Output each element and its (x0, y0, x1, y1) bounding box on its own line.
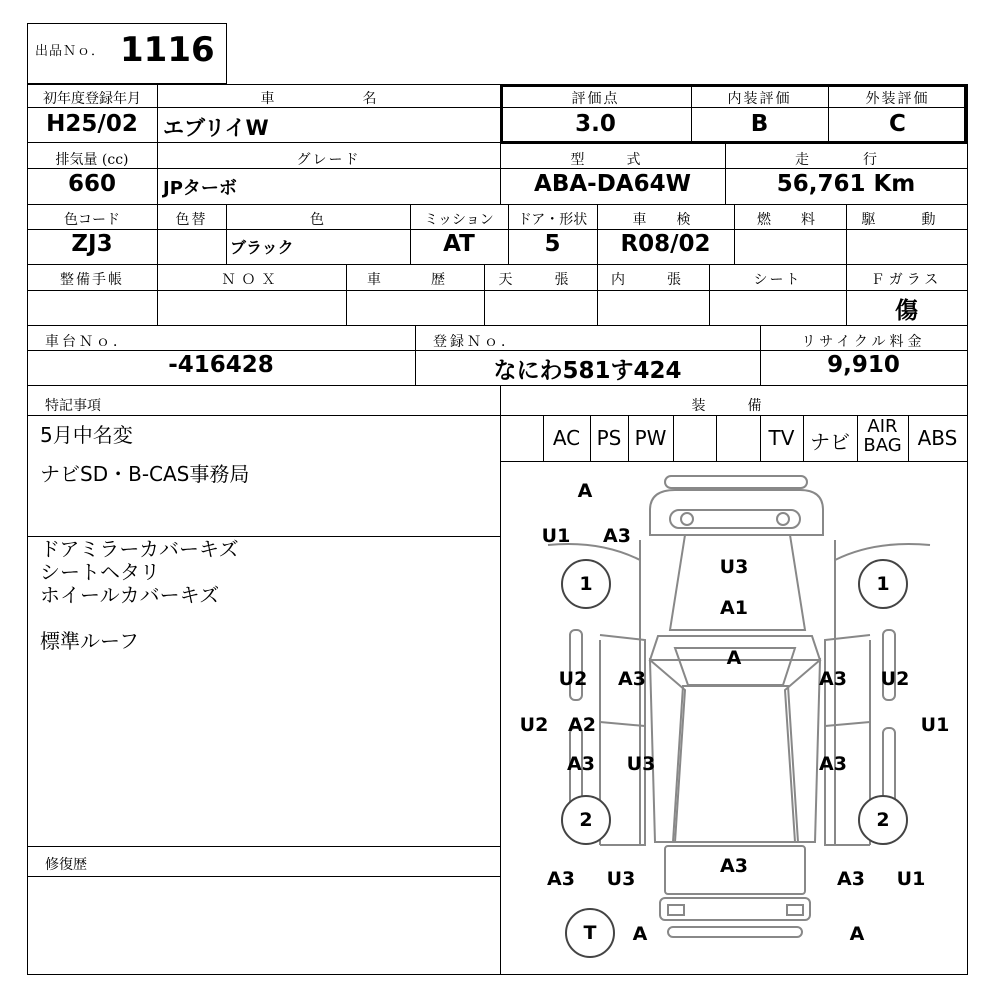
repaint-label: 色替 (175, 212, 208, 228)
plate-value: なにわ581す424 (493, 358, 682, 384)
equip-pw: PW (634, 426, 667, 450)
equipment-label: 装 備 (691, 398, 776, 414)
drive-label: 駆 動 (861, 212, 952, 228)
color-label: 色 (310, 212, 326, 228)
notes-label: 特記事項 (45, 398, 101, 414)
damage-mark: A3 (547, 868, 575, 890)
model-label: 型 式 (570, 152, 655, 168)
damage-mark: A (577, 480, 593, 502)
damage-mark: U1 (920, 714, 950, 736)
first-reg-value: H25/02 (46, 111, 138, 137)
mileage-label: 走 行 (795, 152, 897, 168)
tire-spare: T (565, 908, 615, 958)
recycle-value: 9,910 (827, 352, 900, 378)
listing-label: 出品Ｎｏ． (35, 44, 106, 59)
tire-front-left: 1 (561, 559, 611, 609)
tire-front-right: 1 (858, 559, 908, 609)
interior-value: B (750, 111, 769, 137)
history-label: 車 歴 (367, 272, 463, 288)
damage-mark: U3 (626, 753, 656, 775)
inner-label: 内 張 (611, 272, 695, 288)
damage-mark: U2 (880, 668, 910, 690)
fuel-label: 燃 料 (757, 212, 823, 228)
damage-mark: U3 (606, 868, 636, 890)
damage-mark: A (632, 923, 648, 945)
damage-mark: A3 (603, 525, 631, 547)
chassis-label: 車台Ｎｏ． (45, 334, 130, 350)
damage-mark: U2 (558, 668, 588, 690)
first-reg-label: 初年度登録年月 (43, 91, 141, 107)
equip-navi: ナビ (810, 430, 850, 454)
damage-mark: A2 (568, 714, 596, 736)
damage-mark: A3 (567, 753, 595, 775)
seat-label: シート (753, 272, 802, 288)
note-line-2: ナビSD・B-CAS事務局 (40, 462, 250, 486)
damage-mark: A1 (720, 597, 748, 619)
mileage-value: 56,761 Km (776, 171, 916, 197)
damage-mark: A (849, 923, 865, 945)
damage-mark: U1 (896, 868, 926, 890)
chassis-value: -416428 (168, 352, 274, 378)
displacement-value: 660 (67, 171, 116, 197)
fglass-label: Ｆガラス (870, 272, 943, 288)
mission-value: AT (443, 231, 475, 257)
color-code-label: 色コード (64, 212, 120, 228)
model-value: ABA-DA64W (534, 171, 691, 197)
maint-label: 整備手帳 (60, 272, 124, 288)
grade-label: グレード (296, 152, 361, 168)
plate-label: 登録Ｎｏ． (433, 334, 518, 350)
damage-mark: A3 (819, 668, 847, 690)
sunroof-label: 天 張 (498, 272, 583, 288)
equip-abs: ABS (917, 426, 958, 450)
car-name-value: エブリイW (163, 116, 269, 140)
exterior-label: 外装評価 (865, 91, 930, 107)
recycle-label: リサイクル料金 (801, 334, 926, 350)
note-line-1: 5月中名変 (40, 423, 133, 447)
inspection-value: R08/02 (620, 231, 711, 257)
equip-tv: TV (768, 426, 795, 450)
damage-mark: U1 (541, 525, 571, 547)
color-code-value: ZJ3 (71, 231, 113, 257)
color-value: ブラック (230, 238, 294, 257)
door-label: ドア・形状 (517, 212, 588, 228)
score-label: 評価点 (571, 91, 620, 107)
inspection-label: 車 検 (632, 212, 699, 228)
tire-rear-right: 2 (858, 795, 908, 845)
equip-ps: PS (596, 426, 622, 450)
note-line-6: 標準ルーフ (40, 629, 139, 653)
listing-number: 1116 (120, 30, 215, 70)
door-value: 5 (544, 231, 561, 257)
damage-mark: U3 (719, 556, 749, 578)
equip-ac: AC (552, 426, 581, 450)
nox-label: ＮＯＸ (221, 272, 282, 288)
score-value: 3.0 (575, 111, 616, 137)
equip-airbag: AIR BAG (863, 416, 902, 456)
note-line-3: ドアミラーカバーキズ (40, 537, 239, 561)
note-line-4: シートヘタリ (40, 560, 160, 584)
damage-mark: A (726, 647, 742, 669)
repair-label: 修復歴 (45, 857, 87, 873)
note-line-5: ホイールカバーキズ (40, 583, 220, 607)
damage-mark: U2 (519, 714, 549, 736)
tire-rear-left: 2 (561, 795, 611, 845)
grade-value: JPターボ (163, 178, 237, 199)
fglass-value: 傷 (895, 298, 918, 324)
displacement-label: 排気量 (cc) (55, 152, 129, 168)
damage-mark: A3 (819, 753, 847, 775)
interior-label: 内装評価 (727, 91, 792, 107)
car-name-label: 車 名 (260, 91, 397, 107)
exterior-value: C (889, 111, 906, 137)
damage-mark: A3 (720, 855, 748, 877)
damage-mark: A3 (837, 868, 865, 890)
damage-mark: A3 (618, 668, 646, 690)
mission-label: ミッション (424, 212, 494, 228)
